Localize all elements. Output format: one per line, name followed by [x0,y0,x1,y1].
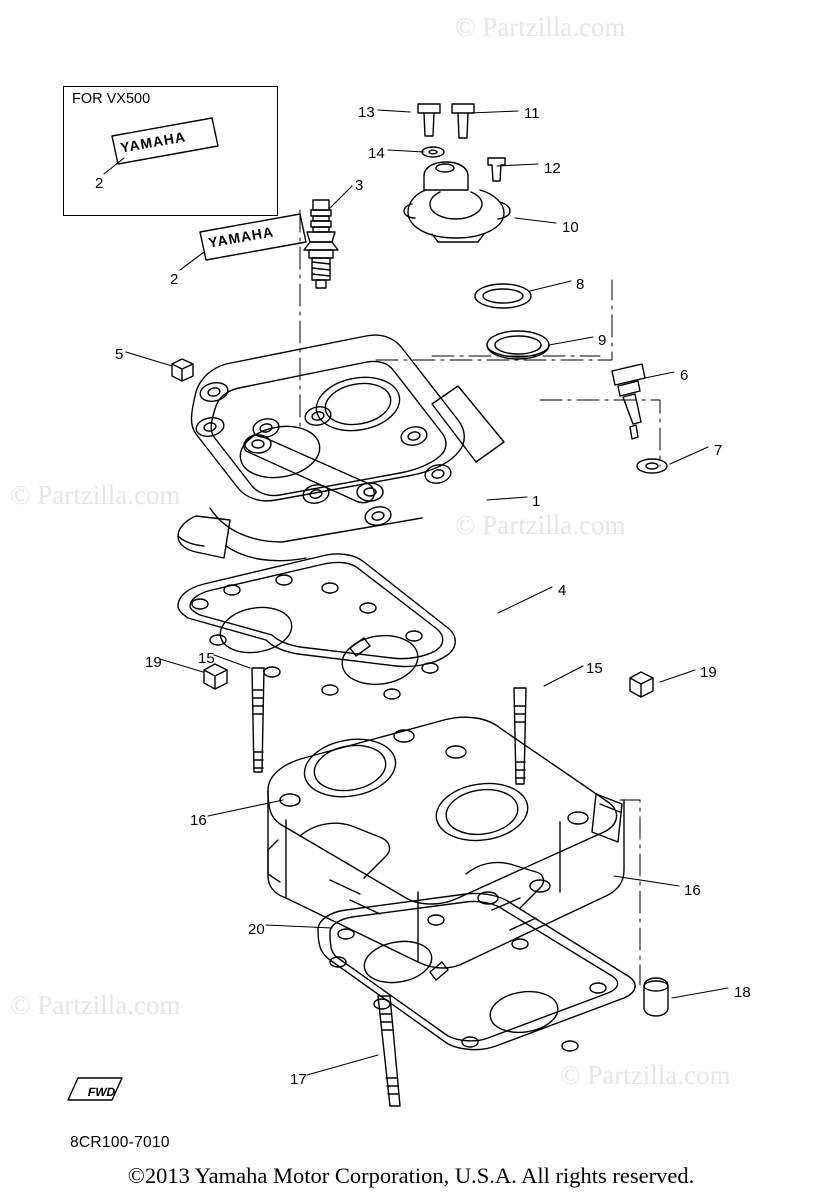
callout-7: 7 [714,442,723,459]
washer-14 [422,147,444,157]
nut-19-left [204,664,227,689]
callout-2-inset: 2 [95,175,104,192]
callout-12: 12 [544,160,561,177]
thermo-sensor-6 [612,364,645,439]
watermark-text: © Partzilla.com [10,480,181,510]
inset-title: FOR VX500 [72,91,151,107]
stud-bolt-15-right [514,688,526,784]
callout-15-right: 15 [586,660,603,677]
callout-14: 14 [368,145,385,162]
bolt-13 [418,104,440,136]
dowel-pin-18 [644,978,668,1016]
nut-19-right [630,672,653,697]
callout-17: 17 [290,1071,307,1088]
fwd-marker-label: FWD [86,1085,117,1099]
callout-6: 6 [680,367,689,384]
stud-bolt-17 [378,996,400,1106]
bolt-11 [452,104,474,138]
callout-13: 13 [358,104,375,121]
callout-5: 5 [115,346,124,363]
cylinder-head-1 [178,335,504,561]
callout-3: 3 [355,177,364,194]
watermark-text: © Partzilla.com [455,12,626,42]
watermark-text: © Partzilla.com [10,990,181,1020]
callout-19-right: 19 [700,664,717,681]
thermostat-cover-10 [404,162,510,242]
cylinder-16 [268,717,624,968]
nut-5 [172,359,193,381]
callout-8: 8 [576,276,585,293]
callout-4: 4 [558,582,567,599]
stud-bolt-15-left [252,668,264,772]
callout-20: 20 [248,921,265,938]
callout-11: 11 [524,105,540,122]
callout-18: 18 [734,984,751,1001]
decal-text-inset: YAMAHA [119,128,188,156]
o-ring-9 [487,331,549,359]
diagram-part-code: 8CR100-7010 [70,1134,170,1151]
callout-19-left: 19 [145,654,162,671]
base-gasket-20 [318,893,635,1051]
spark-plug-3 [304,200,338,288]
washer-7 [637,459,667,473]
callout-16-right: 16 [684,882,701,899]
callout-9: 9 [598,332,607,349]
callout-16-left: 16 [190,812,207,829]
callout-10: 10 [562,219,579,236]
watermark-text: © Partzilla.com [560,1060,731,1090]
assembly-axis [300,210,660,985]
watermark-text: © Partzilla.com [455,510,626,540]
callout-15-left: 15 [198,650,215,667]
callout-1: 1 [532,493,541,510]
o-ring-8 [475,284,531,308]
head-gasket-4 [178,554,455,699]
callout-2-main: 2 [170,271,179,288]
bolt-12 [488,158,505,181]
copyright-notice: ©2013 Yamaha Motor Corporation, U.S.A. All rights reserved. [127,1163,695,1188]
leader-lines [104,110,728,1075]
decal-text-main: YAMAHA [207,223,276,251]
